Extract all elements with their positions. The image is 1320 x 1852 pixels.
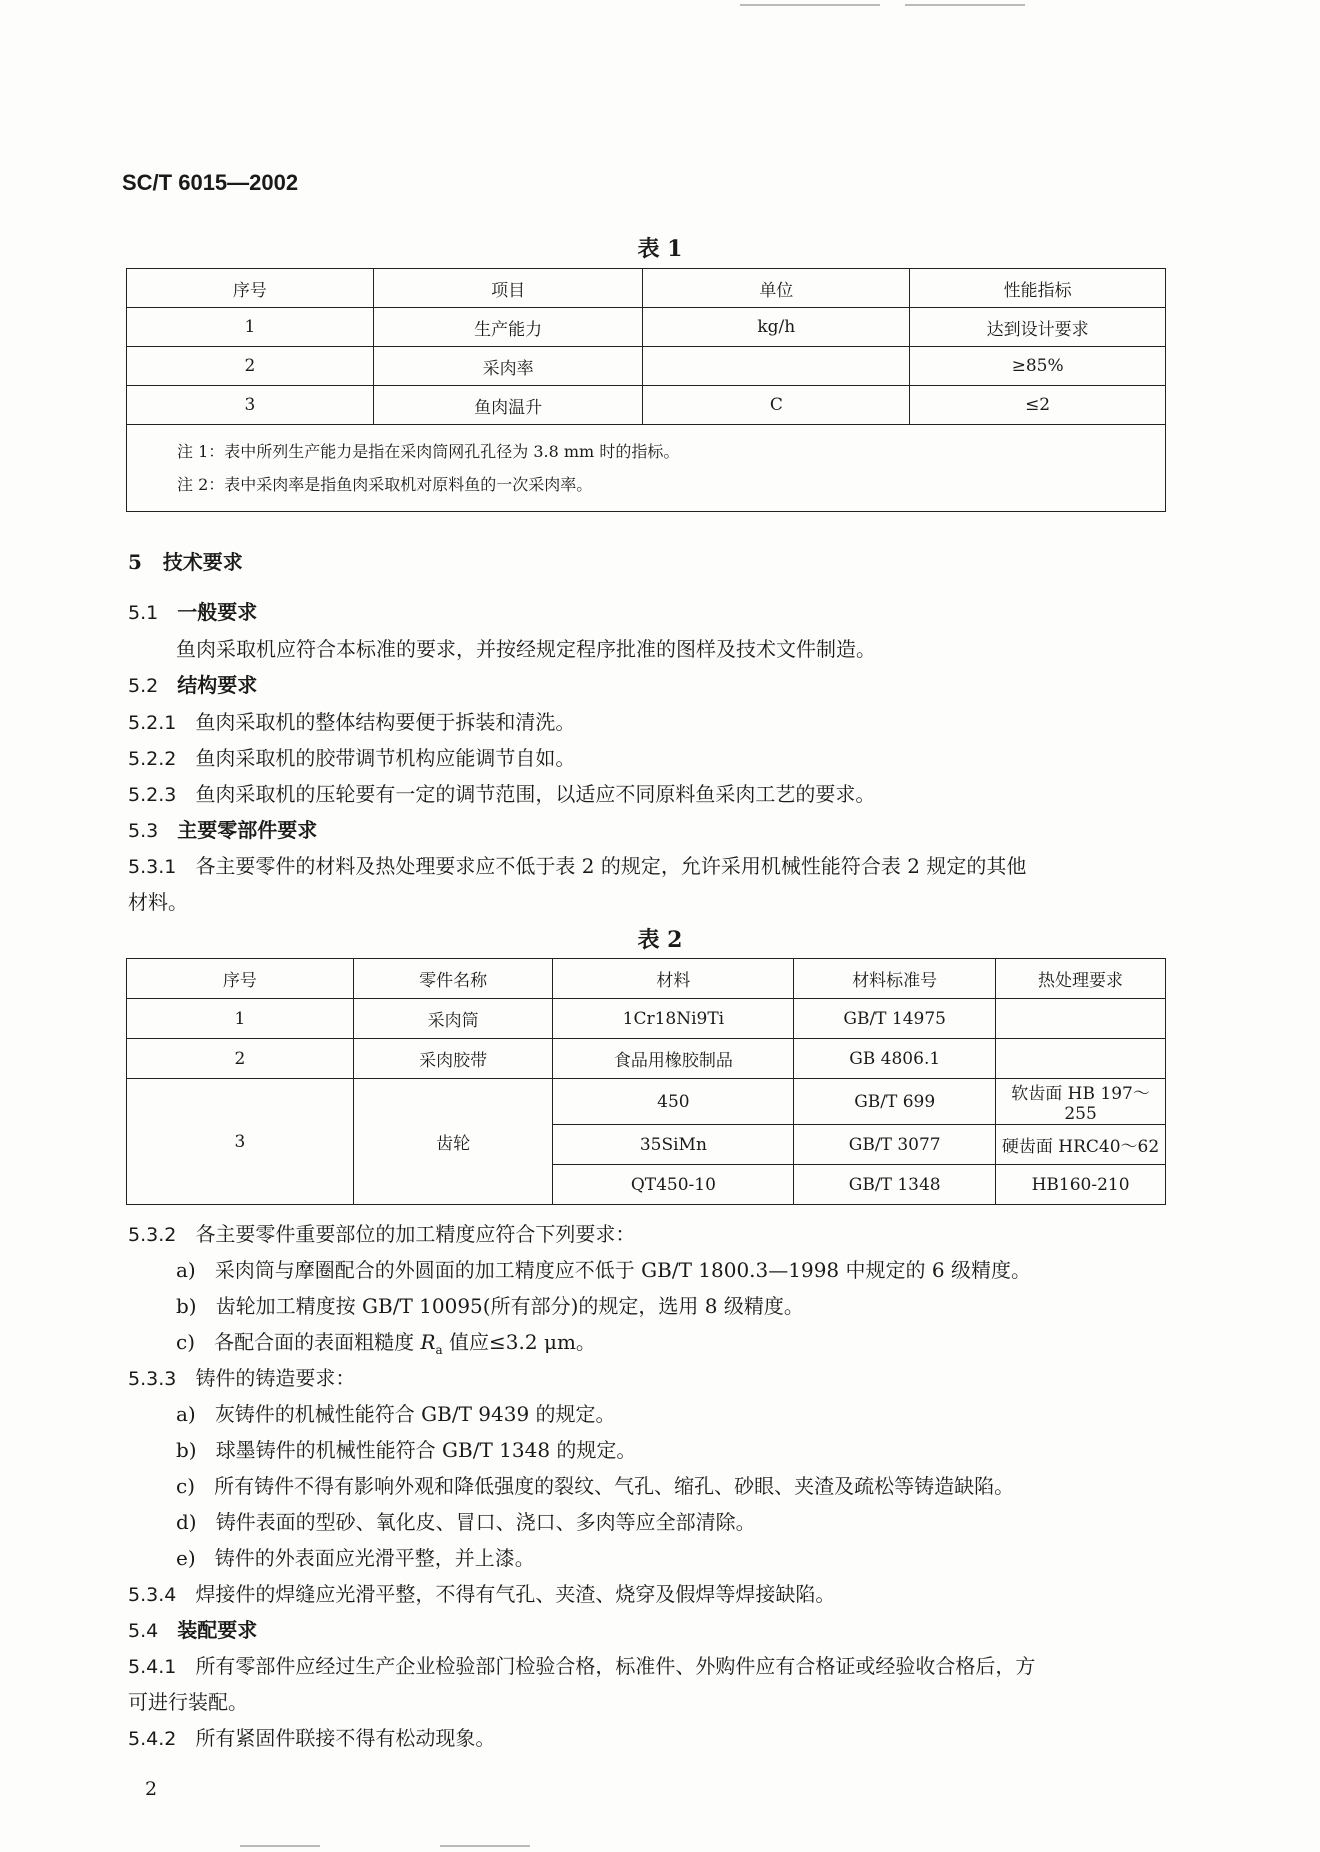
table-header-cell: 序号 bbox=[127, 959, 354, 999]
table-cell: GB/T 3077 bbox=[794, 1125, 996, 1165]
list-item bbox=[176, 1330, 596, 1362]
table-cell: 1 bbox=[127, 999, 354, 1039]
table-header-cell: 热处理要求 bbox=[996, 959, 1166, 999]
table-cell: GB/T 699 bbox=[794, 1079, 996, 1125]
table-cell: 1Cr18Ni9Ti bbox=[553, 999, 794, 1039]
table-header-cell: 项目 bbox=[373, 269, 643, 308]
table-cell: ≥85% bbox=[910, 347, 1166, 386]
table-cell: ≤2 bbox=[910, 386, 1166, 425]
clause-text: 各主要零件重要部位的加工精度应符合下列要求： bbox=[195, 1222, 636, 1246]
table-header-row bbox=[127, 959, 1166, 999]
section-number: 5.1 bbox=[128, 602, 159, 624]
table-cell: C bbox=[643, 386, 910, 425]
clause bbox=[128, 710, 575, 735]
section-heading bbox=[128, 550, 243, 574]
section-title: 技术要求 bbox=[162, 550, 243, 574]
table1-title: 表 1 bbox=[637, 236, 683, 262]
subsection-heading bbox=[128, 818, 317, 843]
list-label: c) bbox=[176, 1330, 196, 1354]
list-label: e) bbox=[176, 1546, 196, 1570]
table-row bbox=[127, 999, 1166, 1039]
clause-text: 各主要零件的材料及热处理要求应不低于表 2 的规定，允许采用机械性能符合表 2 规定的其他 bbox=[195, 854, 1027, 878]
clause-text: 铸件的铸造要求： bbox=[195, 1366, 356, 1390]
roughness-subscript: a bbox=[435, 1343, 443, 1357]
clause-number: 5.4.1 bbox=[128, 1656, 177, 1678]
clause-text: 鱼肉采取机的整体结构要便于拆装和清洗。 bbox=[195, 710, 576, 734]
table-cell: 食品用橡胶制品 bbox=[553, 1039, 794, 1079]
clause-number: 5.2.1 bbox=[128, 712, 177, 734]
clause-number: 5.3.4 bbox=[128, 1584, 177, 1606]
section-number: 5 bbox=[128, 550, 142, 574]
table-cell: 2 bbox=[127, 347, 374, 386]
section-number: 5.4 bbox=[128, 1620, 159, 1642]
table2-title: 表 2 bbox=[637, 927, 683, 953]
clause-number: 5.3.1 bbox=[128, 856, 177, 878]
table-header-cell: 单位 bbox=[643, 269, 910, 308]
clause bbox=[128, 1654, 1035, 1679]
section-title: 装配要求 bbox=[177, 1618, 258, 1642]
table-note: 注 2：表中采肉率是指鱼肉采取机对原料鱼的一次采肉率。 bbox=[177, 475, 593, 494]
table-row bbox=[127, 1039, 1166, 1079]
table-header-cell: 序号 bbox=[127, 269, 374, 308]
table2 bbox=[126, 958, 1166, 1205]
scan-artifact bbox=[240, 1845, 320, 1847]
list-item bbox=[176, 1546, 535, 1570]
table-cell: kg/h bbox=[643, 308, 910, 347]
roughness-symbol: R bbox=[420, 1330, 436, 1354]
scan-artifact bbox=[905, 4, 1025, 6]
list-text: 值应≤3.2 μm。 bbox=[442, 1330, 596, 1354]
table-cell: 1 bbox=[127, 308, 374, 347]
list-item bbox=[176, 1402, 616, 1426]
list-label: b) bbox=[176, 1294, 197, 1318]
clause-continuation: 材料。 bbox=[128, 890, 188, 914]
table-cell: 3 bbox=[127, 386, 374, 425]
table-cell: 软齿面 HB 197～255 bbox=[996, 1079, 1166, 1125]
table-cell: 采肉胶带 bbox=[353, 1039, 553, 1079]
table-cell bbox=[996, 999, 1166, 1039]
list-item bbox=[176, 1474, 1014, 1498]
clause-number: 5.2.2 bbox=[128, 748, 177, 770]
table-header-cell: 零件名称 bbox=[353, 959, 553, 999]
section-number: 5.3 bbox=[128, 820, 159, 842]
table-header-cell: 性能指标 bbox=[910, 269, 1166, 308]
clause bbox=[128, 746, 575, 771]
clause bbox=[128, 1222, 635, 1247]
table-row bbox=[127, 1079, 1166, 1125]
page-number: 2 bbox=[145, 1778, 158, 1800]
subsection-heading bbox=[128, 1618, 257, 1643]
clause bbox=[128, 854, 1026, 879]
list-item bbox=[176, 1294, 804, 1318]
clause bbox=[128, 1726, 495, 1751]
list-label: c) bbox=[176, 1474, 196, 1498]
list-label: b) bbox=[176, 1438, 197, 1462]
table-cell bbox=[643, 347, 910, 386]
table-header-row bbox=[127, 269, 1166, 308]
table-cell: GB/T 14975 bbox=[794, 999, 996, 1039]
table-header-cell: 材料 bbox=[553, 959, 794, 999]
clause-number: 5.2.3 bbox=[128, 784, 177, 806]
table-cell: GB 4806.1 bbox=[794, 1039, 996, 1079]
scan-artifact bbox=[740, 4, 880, 6]
section-title: 一般要求 bbox=[177, 600, 258, 624]
table-note: 注 1：表中所列生产能力是指在采肉筒网孔孔径为 3.8 mm 时的指标。 bbox=[177, 442, 680, 461]
clause-continuation: 可进行装配。 bbox=[128, 1690, 248, 1714]
scan-artifact bbox=[440, 1845, 530, 1847]
list-text: 球墨铸件的机械性能符合 GB/T 1348 的规定。 bbox=[215, 1438, 637, 1462]
list-label: a) bbox=[176, 1258, 196, 1282]
table-row bbox=[127, 386, 1166, 425]
clause-text: 所有零部件应经过生产企业检验部门检验合格，标准件、外购件应有合格证或经验收合格后，方 bbox=[195, 1654, 1036, 1678]
list-text: 所有铸件不得有影响外观和降低强度的裂纹、气孔、缩孔、砂眼、夹渣及疏松等铸造缺陷。 bbox=[214, 1474, 1015, 1498]
list-item bbox=[176, 1510, 756, 1534]
clause bbox=[128, 1582, 835, 1607]
section-title: 结构要求 bbox=[177, 673, 258, 697]
table-header-cell: 材料标准号 bbox=[794, 959, 996, 999]
table-cell: 硬齿面 HRC40～62 bbox=[996, 1125, 1166, 1165]
table-cell: QT450-10 bbox=[553, 1165, 794, 1205]
table-cell: 鱼肉温升 bbox=[373, 386, 643, 425]
table-cell: 采肉筒 bbox=[353, 999, 553, 1039]
table1 bbox=[126, 268, 1166, 512]
clause-text: 鱼肉采取机的胶带调节机构应能调节自如。 bbox=[195, 746, 576, 770]
clause-number: 5.3.3 bbox=[128, 1368, 177, 1390]
list-label: a) bbox=[176, 1402, 196, 1426]
table-cell: 达到设计要求 bbox=[910, 308, 1166, 347]
table-cell: 采肉率 bbox=[373, 347, 643, 386]
list-label: d) bbox=[176, 1510, 197, 1534]
table-cell bbox=[996, 1039, 1166, 1079]
table-cell: GB/T 1348 bbox=[794, 1165, 996, 1205]
table-row bbox=[127, 308, 1166, 347]
list-item bbox=[176, 1258, 1031, 1282]
table-cell: 齿轮 bbox=[353, 1079, 553, 1205]
table-cell: 35SiMn bbox=[553, 1125, 794, 1165]
paragraph: 鱼肉采取机应符合本标准的要求，并按经规定程序批准的图样及技术文件制造。 bbox=[176, 637, 876, 661]
clause-text: 焊接件的焊缝应光滑平整，不得有气孔、夹渣、烧穿及假焊等焊接缺陷。 bbox=[195, 1582, 836, 1606]
subsection-heading bbox=[128, 673, 257, 698]
clause-text: 鱼肉采取机的压轮要有一定的调节范围，以适应不同原料鱼采肉工艺的要求。 bbox=[195, 782, 876, 806]
table-row bbox=[127, 347, 1166, 386]
list-text: 灰铸件的机械性能符合 GB/T 9439 的规定。 bbox=[214, 1402, 616, 1426]
list-text: 各配合面的表面粗糙度 bbox=[214, 1330, 421, 1354]
clause bbox=[128, 782, 875, 807]
section-title: 主要零部件要求 bbox=[177, 818, 318, 842]
table-notes-row bbox=[127, 425, 1166, 512]
clause-number: 5.4.2 bbox=[128, 1728, 177, 1750]
section-number: 5.2 bbox=[128, 675, 159, 697]
table-cell: 3 bbox=[127, 1079, 354, 1205]
table-cell: HB160-210 bbox=[996, 1165, 1166, 1205]
clause bbox=[128, 1366, 355, 1391]
subsection-heading bbox=[128, 600, 257, 625]
table-cell: 2 bbox=[127, 1039, 354, 1079]
clause-number: 5.3.2 bbox=[128, 1224, 177, 1246]
list-text: 齿轮加工精度按 GB/T 10095(所有部分)的规定，选用 8 级精度。 bbox=[215, 1294, 804, 1318]
list-text: 铸件的外表面应光滑平整，并上漆。 bbox=[214, 1546, 535, 1570]
list-item bbox=[176, 1438, 636, 1462]
table-cell: 生产能力 bbox=[373, 308, 643, 347]
table-notes bbox=[127, 425, 1166, 512]
list-text: 铸件表面的型砂、氧化皮、冒口、浇口、多肉等应全部清除。 bbox=[215, 1510, 756, 1534]
table-cell: 450 bbox=[553, 1079, 794, 1125]
standard-code: SC/T 6015—2002 bbox=[122, 170, 299, 195]
clause-text: 所有紧固件联接不得有松动现象。 bbox=[195, 1726, 496, 1750]
list-text: 采肉筒与摩圈配合的外圆面的加工精度应不低于 GB/T 1800.3—1998 中规定的 6 级精度。 bbox=[214, 1258, 1031, 1282]
